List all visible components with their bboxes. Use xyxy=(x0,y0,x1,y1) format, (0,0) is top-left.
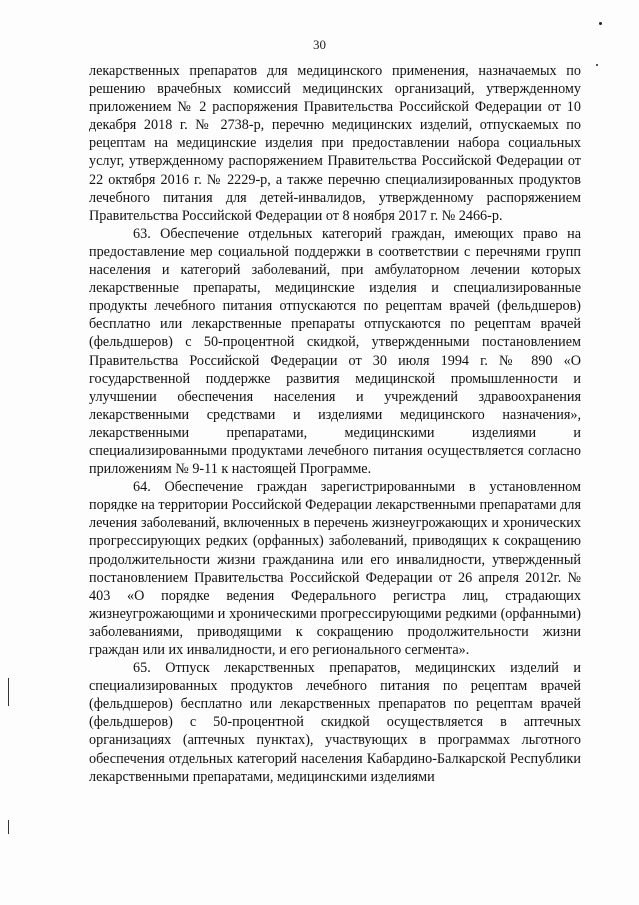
scan-artifact-left-mark xyxy=(8,678,9,706)
document-body xyxy=(89,62,581,786)
scan-artifact-dot-2 xyxy=(596,64,598,66)
page-number: 30 xyxy=(313,37,326,52)
scan-artifact-left-mark-2 xyxy=(8,820,9,834)
scan-artifact-dot xyxy=(599,22,602,25)
paragraph-63: 63. Обеспечение отдельных категорий граждан, имеющих право на предоставление мер социальной поддержки в соответствии с перечнями групп населения и категорий заболеваний, при амбулаторном лечении которых лекарственные препараты, медицинские изделия и специализированные продукты лечебного питания отпускаются по рецептам врачей (фельдшеров) бесплатно или лекарственные препараты отпускаются по рецептам врачей (фельдшеров) с 50-процентной скидкой, утвержденными постановлением Правительства Российской Федерации от 30 июля 1994 г. № 890 «О государственной поддержке развития медицинской промышленности и улучшении обеспечения населения и учреждений здравоохранения лекарственными средствами и изделиями медицинского назначения», лекарственными препаратами, медицинскими изделиями и специализированными продуктами лечебного питания осуществляется согласно приложениям № 9-11 к настоящей Программе. xyxy=(89,225,581,478)
paragraph-64: 64. Обеспечение граждан зарегистрированными в установленном порядке на территории Российской Федерации лекарственными препаратами для лечения заболеваний, включенных в перечень жизнеугрожающих и хронических прогрессирующих редких (орфанных) заболеваний, приводящих к сокращению продолжительности жизни гражданина или его инвалидности, утвержденный постановлением Правительства Российской Федерации от 26 апреля 2012г. № 403 «О порядке ведения Федерального регистра лиц, страдающих жизнеугрожающими и хроническими прогрессирующими редкими (орфанными) заболеваниями, приводящими к сокращению продолжительности жизни граждан или их инвалидности, и его регионального сегмента». xyxy=(89,479,581,658)
paragraph-65: 65. Отпуск лекарственных препаратов, медицинских изделий и специализированных продуктов лечебного питания по рецептам врачей (фельдшеров) бесплатно или лекарственных препаратов по рецептам врачей (фельдшеров) с 50-процентной скидкой осуществляется в аптечных организациях (аптечных пунктах), участвующих в программах льготного обеспечения отдельных категорий населения Кабардино-Балкарской Республики лекарственными препаратами, медицинскими изделиями xyxy=(89,660,581,785)
paragraph-continuation: лекарственных препаратов для медицинского применения, назначаемых по решению врачебных комиссий медицинских организаций, утвержденному приложением № 2 распоряжения Правительства Российской Федерации от 10 декабря 2018 г. № 2738-р, перечню медицинских изделий, отпускаемых по рецептам на медицинские изделия при предоставлении набора социальных услуг, утвержденному распоряжением Правительства Российской Федерации от 22 октября 2016 г. № 2229-р, а также перечню специализированных продуктов лечебного питания для детей-инвалидов, утвержденному распоряжением Правительства Российской Федерации от 8 ноября 2017 г. № 2466-р. xyxy=(89,63,581,224)
